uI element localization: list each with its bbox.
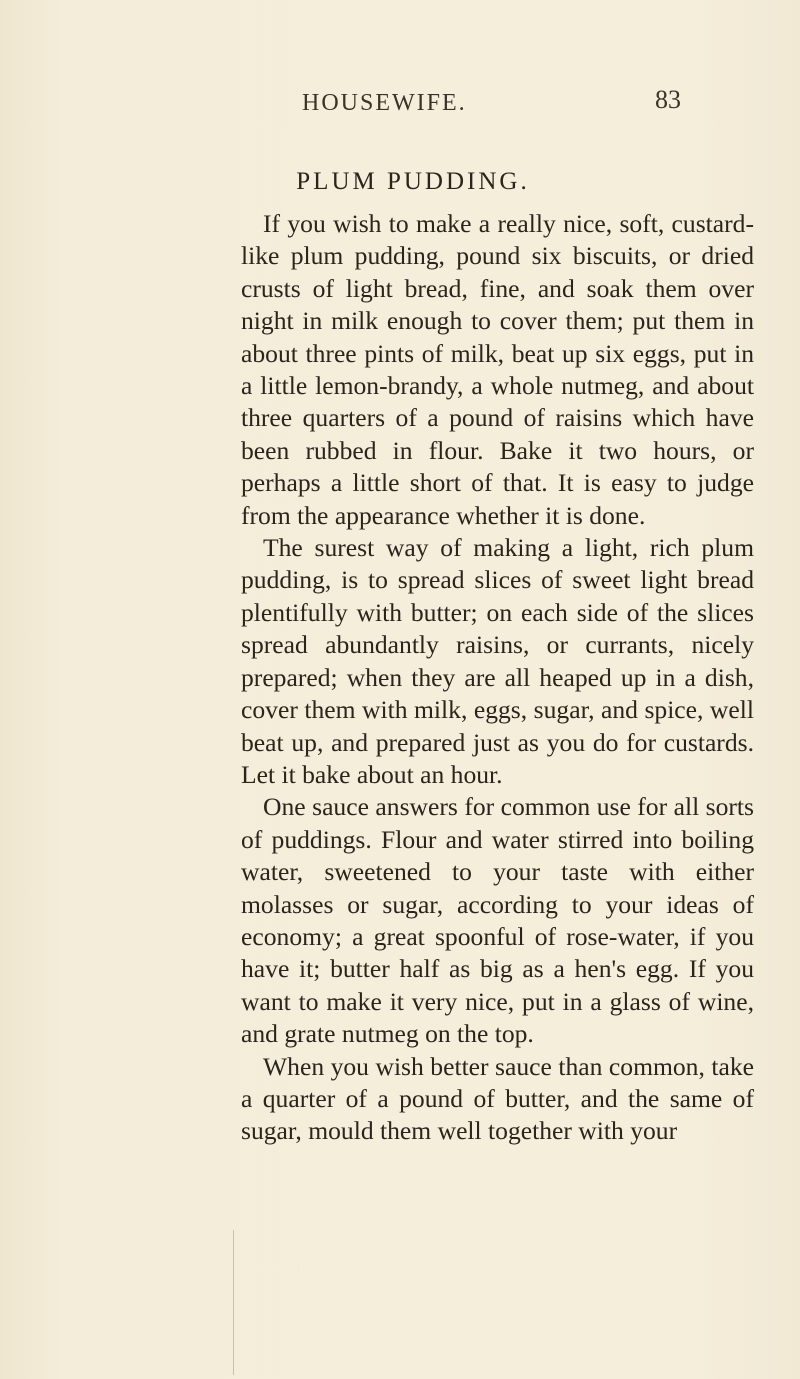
paragraph-1: If you wish to make a really nice, soft, custard-like plum pudding, pound six biscuits, or dried crusts of light bread, fine, and soak them over night in milk enough to cover them; put them in about three pints of milk, beat up six eggs, put in a little lemon-brandy, a whole nutmeg, and about three quarters of a pound of raisins which have been rubbed in flour. Bake it two hours, or perhaps a little short of that. It is easy to judge from the appearance whether it is done. xyxy=(241,209,754,530)
page-edge-line xyxy=(233,1230,234,1375)
paragraph-4: When you wish better sauce than common, take a quarter of a pound of butter, and the same of sugar, mould them well together with your xyxy=(241,1051,754,1146)
page-header xyxy=(0,82,800,122)
running-head: HOUSEWIFE. xyxy=(302,90,467,116)
body-text xyxy=(241,208,754,1148)
paragraph-3: One sauce answers for common use for all sorts of puddings. Flour and water stirred into boiling water, sweetened to your taste with either molasses or sugar, according to your ideas of economy; a great spoonful of rose-water, if you have it; butter half as big as a hen's egg. If you want to make it very nice, put in a glass of wine, and grate nutmeg on the top. xyxy=(241,792,754,1049)
page-number: 83 xyxy=(655,85,681,114)
paragraph-2: The surest way of making a light, rich plum pudding, is to spread slices of sweet light bread plentifully with butter; on each side of the slices spread abundantly raisins, or currants, nicely prepared; when they are all heaped up in a dish, cover them with milk, eggs, sugar, and spice, well beat up, and prepared just as you do for custards. Let it bake about an hour. xyxy=(241,533,754,789)
section-title: PLUM PUDDING. xyxy=(296,168,530,195)
